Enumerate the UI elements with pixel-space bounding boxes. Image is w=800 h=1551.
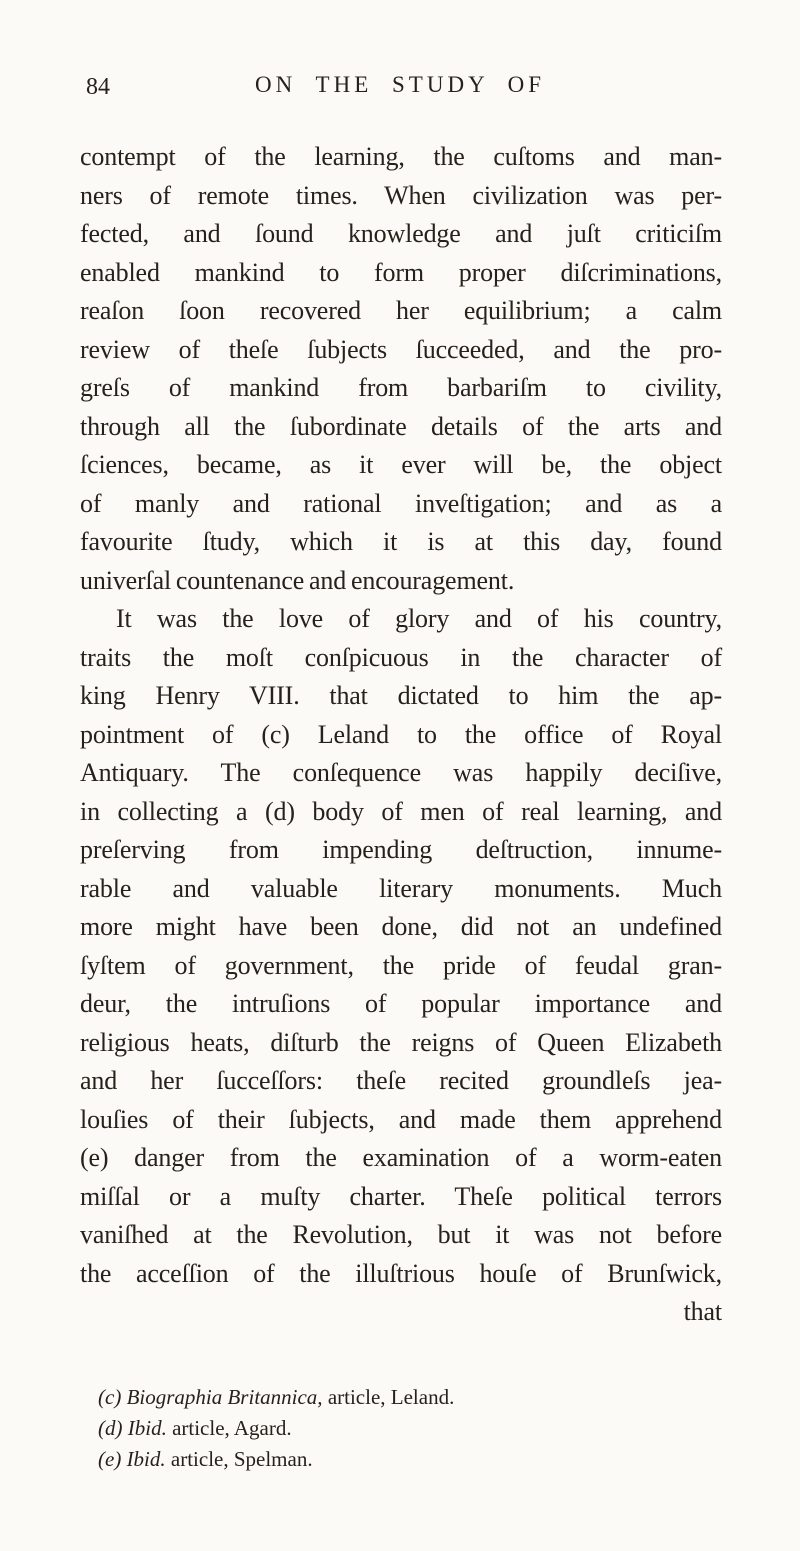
text-line: louſies of their ſubjects, and made them apprehend (80, 1104, 722, 1134)
running-title: ON THE STUDY OF (255, 72, 545, 97)
paragraph (80, 138, 722, 600)
text-line: vaniſhed at the Revolution, but it was not before (80, 1220, 722, 1249)
text-line: in collecting a (d) body of men of real learning, and (80, 796, 722, 826)
footnote-source: Biographia Britannica, (126, 1385, 328, 1409)
text-line: ſyſtem of government, the pride of feudal gran- (80, 950, 722, 980)
footnote-detail: article, Leland. (327, 1385, 455, 1409)
catchword: that (683, 1297, 722, 1326)
text-line: rable and valuable literary monuments. Much (80, 873, 722, 903)
text-line: (e) danger from the examination of a worm-eaten (80, 1143, 722, 1172)
text-line: enabled mankind to form proper diſcriminations, (80, 257, 722, 287)
text-line: traits the moſt conſpicuous in the character of (80, 642, 722, 672)
text-line: the acceſſion of the illuſtrious houſe of Brunſwick, (80, 1258, 722, 1288)
text-line: favourite ſtudy, which it is at this day, found (80, 527, 722, 556)
page-header (82, 72, 718, 106)
text-line: reaſon ſoon recovered her equilibrium; a calm (80, 296, 722, 325)
text-line: greſs of mankind from barbariſm to civility, (80, 373, 722, 402)
paragraph (80, 600, 722, 1293)
footnote-marker: (d) (98, 1416, 128, 1440)
text-line: contempt of the learning, the cuſtoms and man- (80, 142, 722, 171)
footnote (80, 1444, 722, 1475)
footnotes (80, 1382, 722, 1475)
page-number: 84 (86, 74, 110, 100)
footnote-detail: article, Agard. (172, 1416, 292, 1440)
text-line: more might have been done, did not an undefined (80, 912, 722, 941)
footnote-detail: article, Spelman. (170, 1447, 313, 1471)
text-line: Antiquary. The conſequence was happily deciſive, (80, 758, 722, 787)
text-line: deur, the intruſions of popular importance and (80, 989, 722, 1018)
text-line: preſerving from impending deſtruction, innume- (80, 835, 722, 864)
text-line: of manly and rational inveſtigation; and as a (80, 488, 722, 518)
text-line: univerſal countenance and encouragement. (80, 565, 515, 595)
text-line: fected, and ſound knowledge and juſt criticiſm (80, 219, 722, 248)
footnote-source: Ibid. (127, 1416, 173, 1440)
text-line: pointment of (c) Leland to the office of Royal (80, 719, 722, 749)
text-line: religious heats, diſturb the reigns of Queen Elizabeth (80, 1027, 722, 1057)
text-line: It was the love of glory and of his country, (116, 604, 722, 633)
text-line: king Henry VIII. that dictated to him the ap- (80, 681, 722, 710)
text-line: review of theſe ſubjects ſucceeded, and the pro- (80, 334, 722, 364)
text-line: ners of remote times. When civilization was per- (80, 180, 722, 210)
footnote-source: Ibid. (126, 1447, 171, 1471)
text-line: and her ſucceſſors: theſe recited groundleſs jea- (80, 1066, 722, 1095)
text-line: ſciences, became, as it ever will be, the object (80, 450, 722, 479)
text-line: through all the ſubordinate details of the arts and (80, 411, 722, 441)
footnote (80, 1382, 722, 1413)
footnote (80, 1413, 722, 1444)
footnote-marker: (e) (98, 1447, 127, 1471)
body-text (80, 138, 722, 1332)
footnote-marker: (c) (98, 1385, 127, 1409)
text-line: miſſal or a muſty charter. Theſe political terrors (80, 1181, 722, 1211)
